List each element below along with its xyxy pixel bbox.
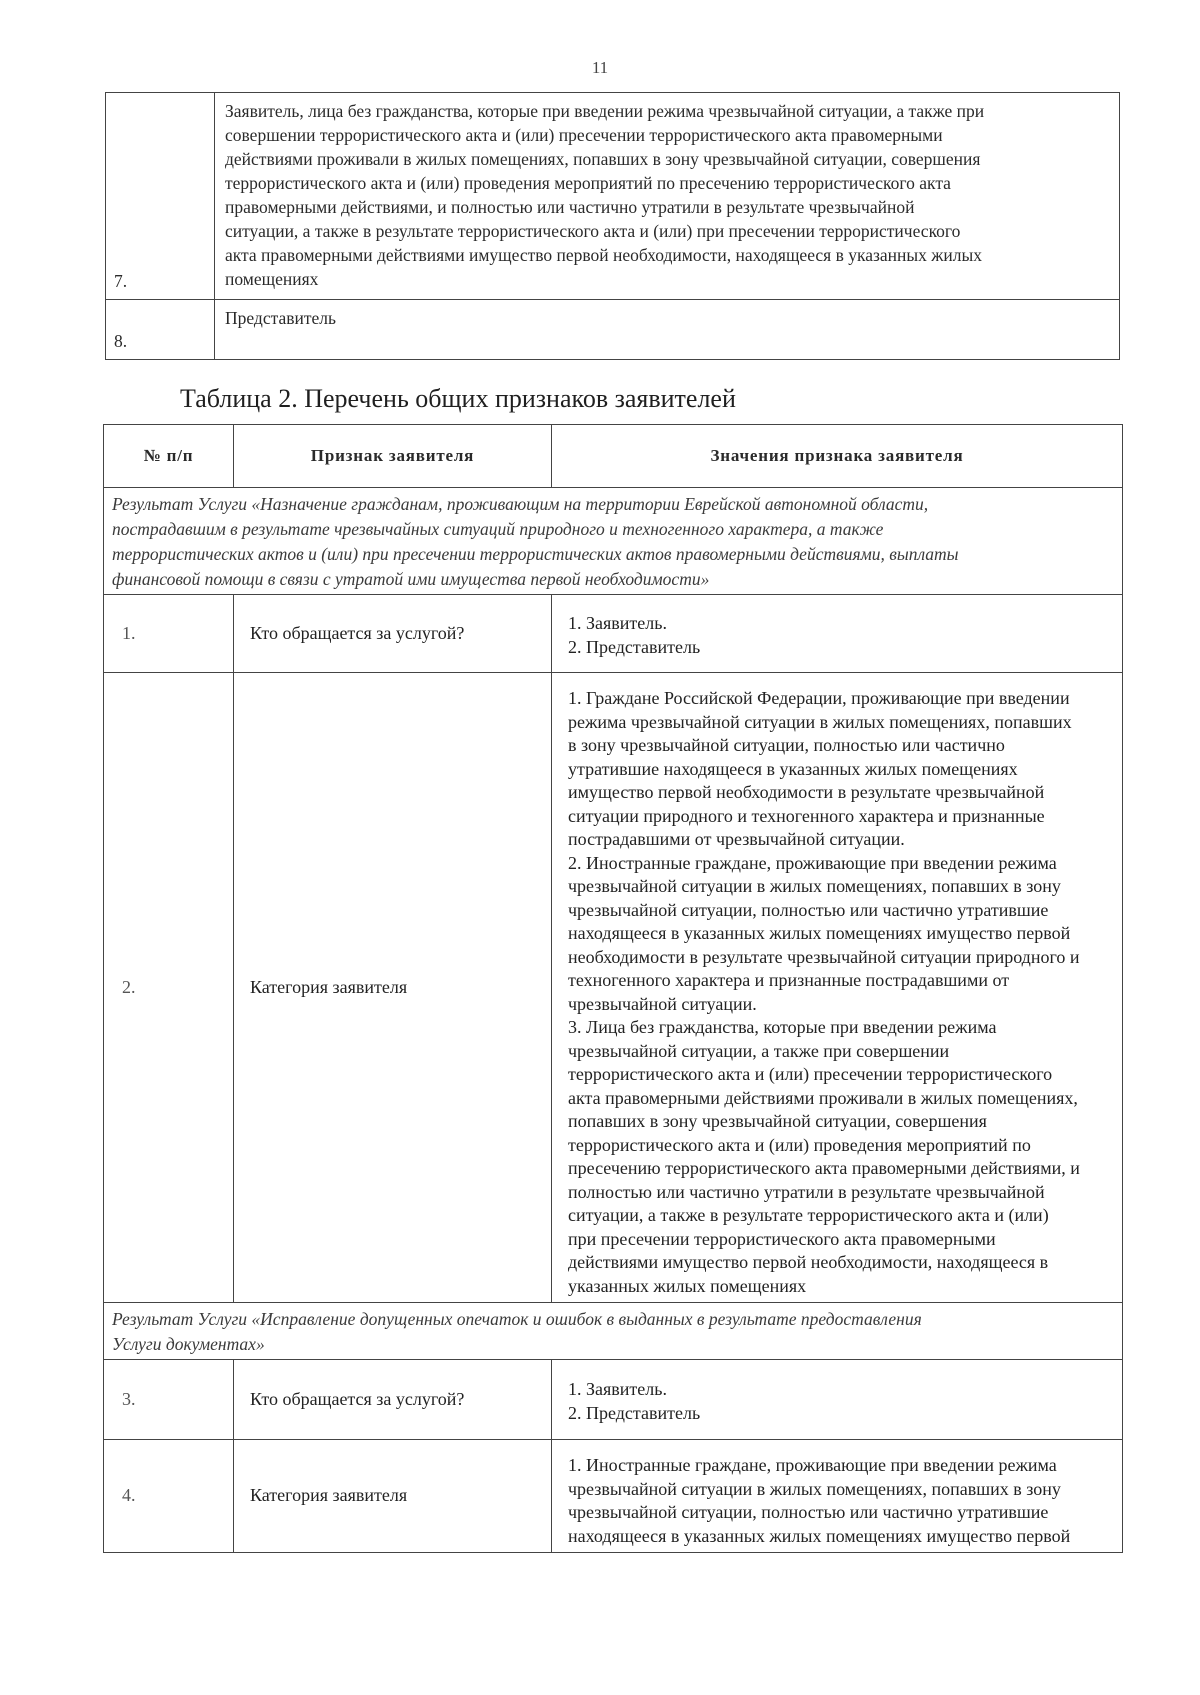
service-result (104, 488, 1123, 595)
value-line: имущество первой необходимости в результате чрезвычайной (568, 782, 1045, 802)
table-row (104, 1440, 1123, 1553)
row-number: 8. (106, 300, 215, 360)
value-line: террористического акта и (или) проведения мероприятий по (568, 1134, 1031, 1155)
page-number: 11 (591, 58, 609, 77)
result-line: финансовой помощи в связи с утратой ими имущества первой необходимости» (112, 569, 710, 589)
continued-table (105, 92, 1120, 360)
row-number: 4. (104, 1440, 234, 1553)
result-line: Результат Услуги «Исправление допущенных опечаток и ошибок в выданных в результате предоставления (112, 1309, 922, 1329)
row-attribute: Категория заявителя (234, 673, 552, 1303)
value-line: режима чрезвычайной ситуации в жилых помещениях, попавших (568, 711, 1072, 732)
value-line: 2. Представитель (568, 636, 701, 657)
value-line: 2. Представитель (568, 1402, 701, 1423)
header-number: № п/п (104, 425, 234, 488)
applicant-attributes-table (103, 424, 1123, 1553)
text-line: помещениях (225, 269, 319, 289)
text-line: ситуации, а также в результате террористического акта и (или) при пресечении террористического (225, 221, 961, 241)
row-attribute: Категория заявителя (234, 1440, 552, 1553)
value-line: 1. Граждане Российской Федерации, проживающие при введении (568, 688, 1070, 708)
header-attribute: Признак заявителя (234, 425, 552, 488)
row-attribute: Кто обращается за услугой? (234, 1360, 552, 1440)
value-line: 3. Лица без гражданства, которые при введении режима (568, 1017, 997, 1037)
text-line: действиями проживали в жилых помещениях, попавших в зону чрезвычайной ситуации, совершения (225, 149, 981, 169)
value-line: полностью или частично утратили в результате чрезвычайной (568, 1181, 1045, 1202)
row-number: 3. (104, 1360, 234, 1440)
row-attribute: Кто обращается за услугой? (234, 595, 552, 673)
value-line: акта правомерными действиями проживали в жилых помещениях, (568, 1087, 1078, 1108)
value-line: чрезвычайной ситуации в жилых помещениях, попавших в зону (568, 1478, 1061, 1499)
table-row (106, 300, 1120, 360)
value-line: ситуации природного и техногенного характера и признанные (568, 805, 1045, 826)
result-line: Услуги документах» (112, 1334, 265, 1354)
value-line: террористического акта и (или) пресечении террористического (568, 1064, 1053, 1084)
text-line: акта правомерными действиями имущество первой необходимости, находящееся в указанных жилых (225, 245, 982, 265)
table-row (104, 1360, 1123, 1440)
value-line: утратившие находящееся в указанных жилых помещениях (568, 758, 1018, 779)
row-text (215, 300, 1120, 360)
text-line: совершении террористического акта и (или) пресечении террористического акта правомерными (225, 125, 943, 145)
row-values (552, 1360, 1123, 1440)
value-line: необходимости в результате чрезвычайной ситуации природного и (568, 946, 1080, 967)
value-line: действиями имущество первой необходимости, находящееся в (568, 1252, 1049, 1272)
row-values (552, 1440, 1123, 1553)
value-line: чрезвычайной ситуации, полностью или частично утратившие (568, 1502, 1049, 1522)
value-line: чрезвычайной ситуации, полностью или частично утратившие (568, 899, 1049, 920)
table-title: Таблица 2. Перечень общих признаков заявителей (180, 384, 736, 413)
value-line: 1. Заявитель. (568, 613, 667, 633)
value-line: в зону чрезвычайной ситуации, полностью или частично (568, 735, 1005, 755)
result-line: пострадавшим в результате чрезвычайных ситуаций природного и техногенного характера, а также (112, 519, 884, 539)
table-row (104, 673, 1123, 1303)
text-line: Заявитель, лица без гражданства, которые при введении режима чрезвычайной ситуации, а также при (225, 101, 985, 121)
value-line: при пресечении террористического акта правомерными (568, 1228, 996, 1249)
value-line: 2. Иностранные граждане, проживающие при введении режима (568, 852, 1057, 873)
value-line: находящееся в указанных жилых помещениях имущество первой (568, 923, 1071, 943)
value-line: указанных жилых помещениях (568, 1275, 807, 1296)
value-line: чрезвычайной ситуации. (568, 993, 757, 1014)
value-line: пострадавшими от чрезвычайной ситуации. (568, 829, 905, 849)
value-line: попавших в зону чрезвычайной ситуации, совершения (568, 1111, 987, 1131)
text-line: правомерными действиями, и полностью или частично утратили в результате чрезвычайной (225, 197, 915, 217)
result-row (104, 488, 1123, 595)
row-number: 2. (104, 673, 234, 1303)
value-line: 1. Иностранные граждане, проживающие при введении режима (568, 1455, 1057, 1475)
value-line: техногенного характера и признанные пострадавшими от (568, 970, 1010, 990)
value-line: находящееся в указанных жилых помещениях имущество первой (568, 1525, 1071, 1546)
value-line: чрезвычайной ситуации, а также при совершении (568, 1040, 950, 1061)
header-row (104, 425, 1123, 488)
value-line: чрезвычайной ситуации в жилых помещениях, попавших в зону (568, 876, 1061, 896)
text-line: террористического акта и (или) проведения мероприятий по пресечению террористического акта (225, 173, 951, 193)
row-values (552, 595, 1123, 673)
text-line: Представитель (225, 308, 336, 328)
row-text (215, 93, 1120, 300)
service-result (104, 1303, 1123, 1360)
table-row (104, 595, 1123, 673)
value-line: 1. Заявитель. (568, 1379, 667, 1399)
row-number: 7. (106, 93, 215, 300)
header-values: Значения признака заявителя (552, 425, 1123, 488)
result-line: Результат Услуги «Назначение гражданам, проживающим на территории Еврейской автономной области, (112, 494, 929, 514)
row-number: 1. (104, 595, 234, 673)
result-line: террористических актов и (или) при пресечении террористических актов правомерными действиями, выплаты (112, 544, 959, 564)
row-values (552, 673, 1123, 1303)
result-row (104, 1303, 1123, 1360)
value-line: пресечению террористического акта правомерными действиями, и (568, 1158, 1080, 1178)
table-row (106, 93, 1120, 300)
value-line: ситуации, а также в результате террористического акта и (или) (568, 1205, 1049, 1225)
